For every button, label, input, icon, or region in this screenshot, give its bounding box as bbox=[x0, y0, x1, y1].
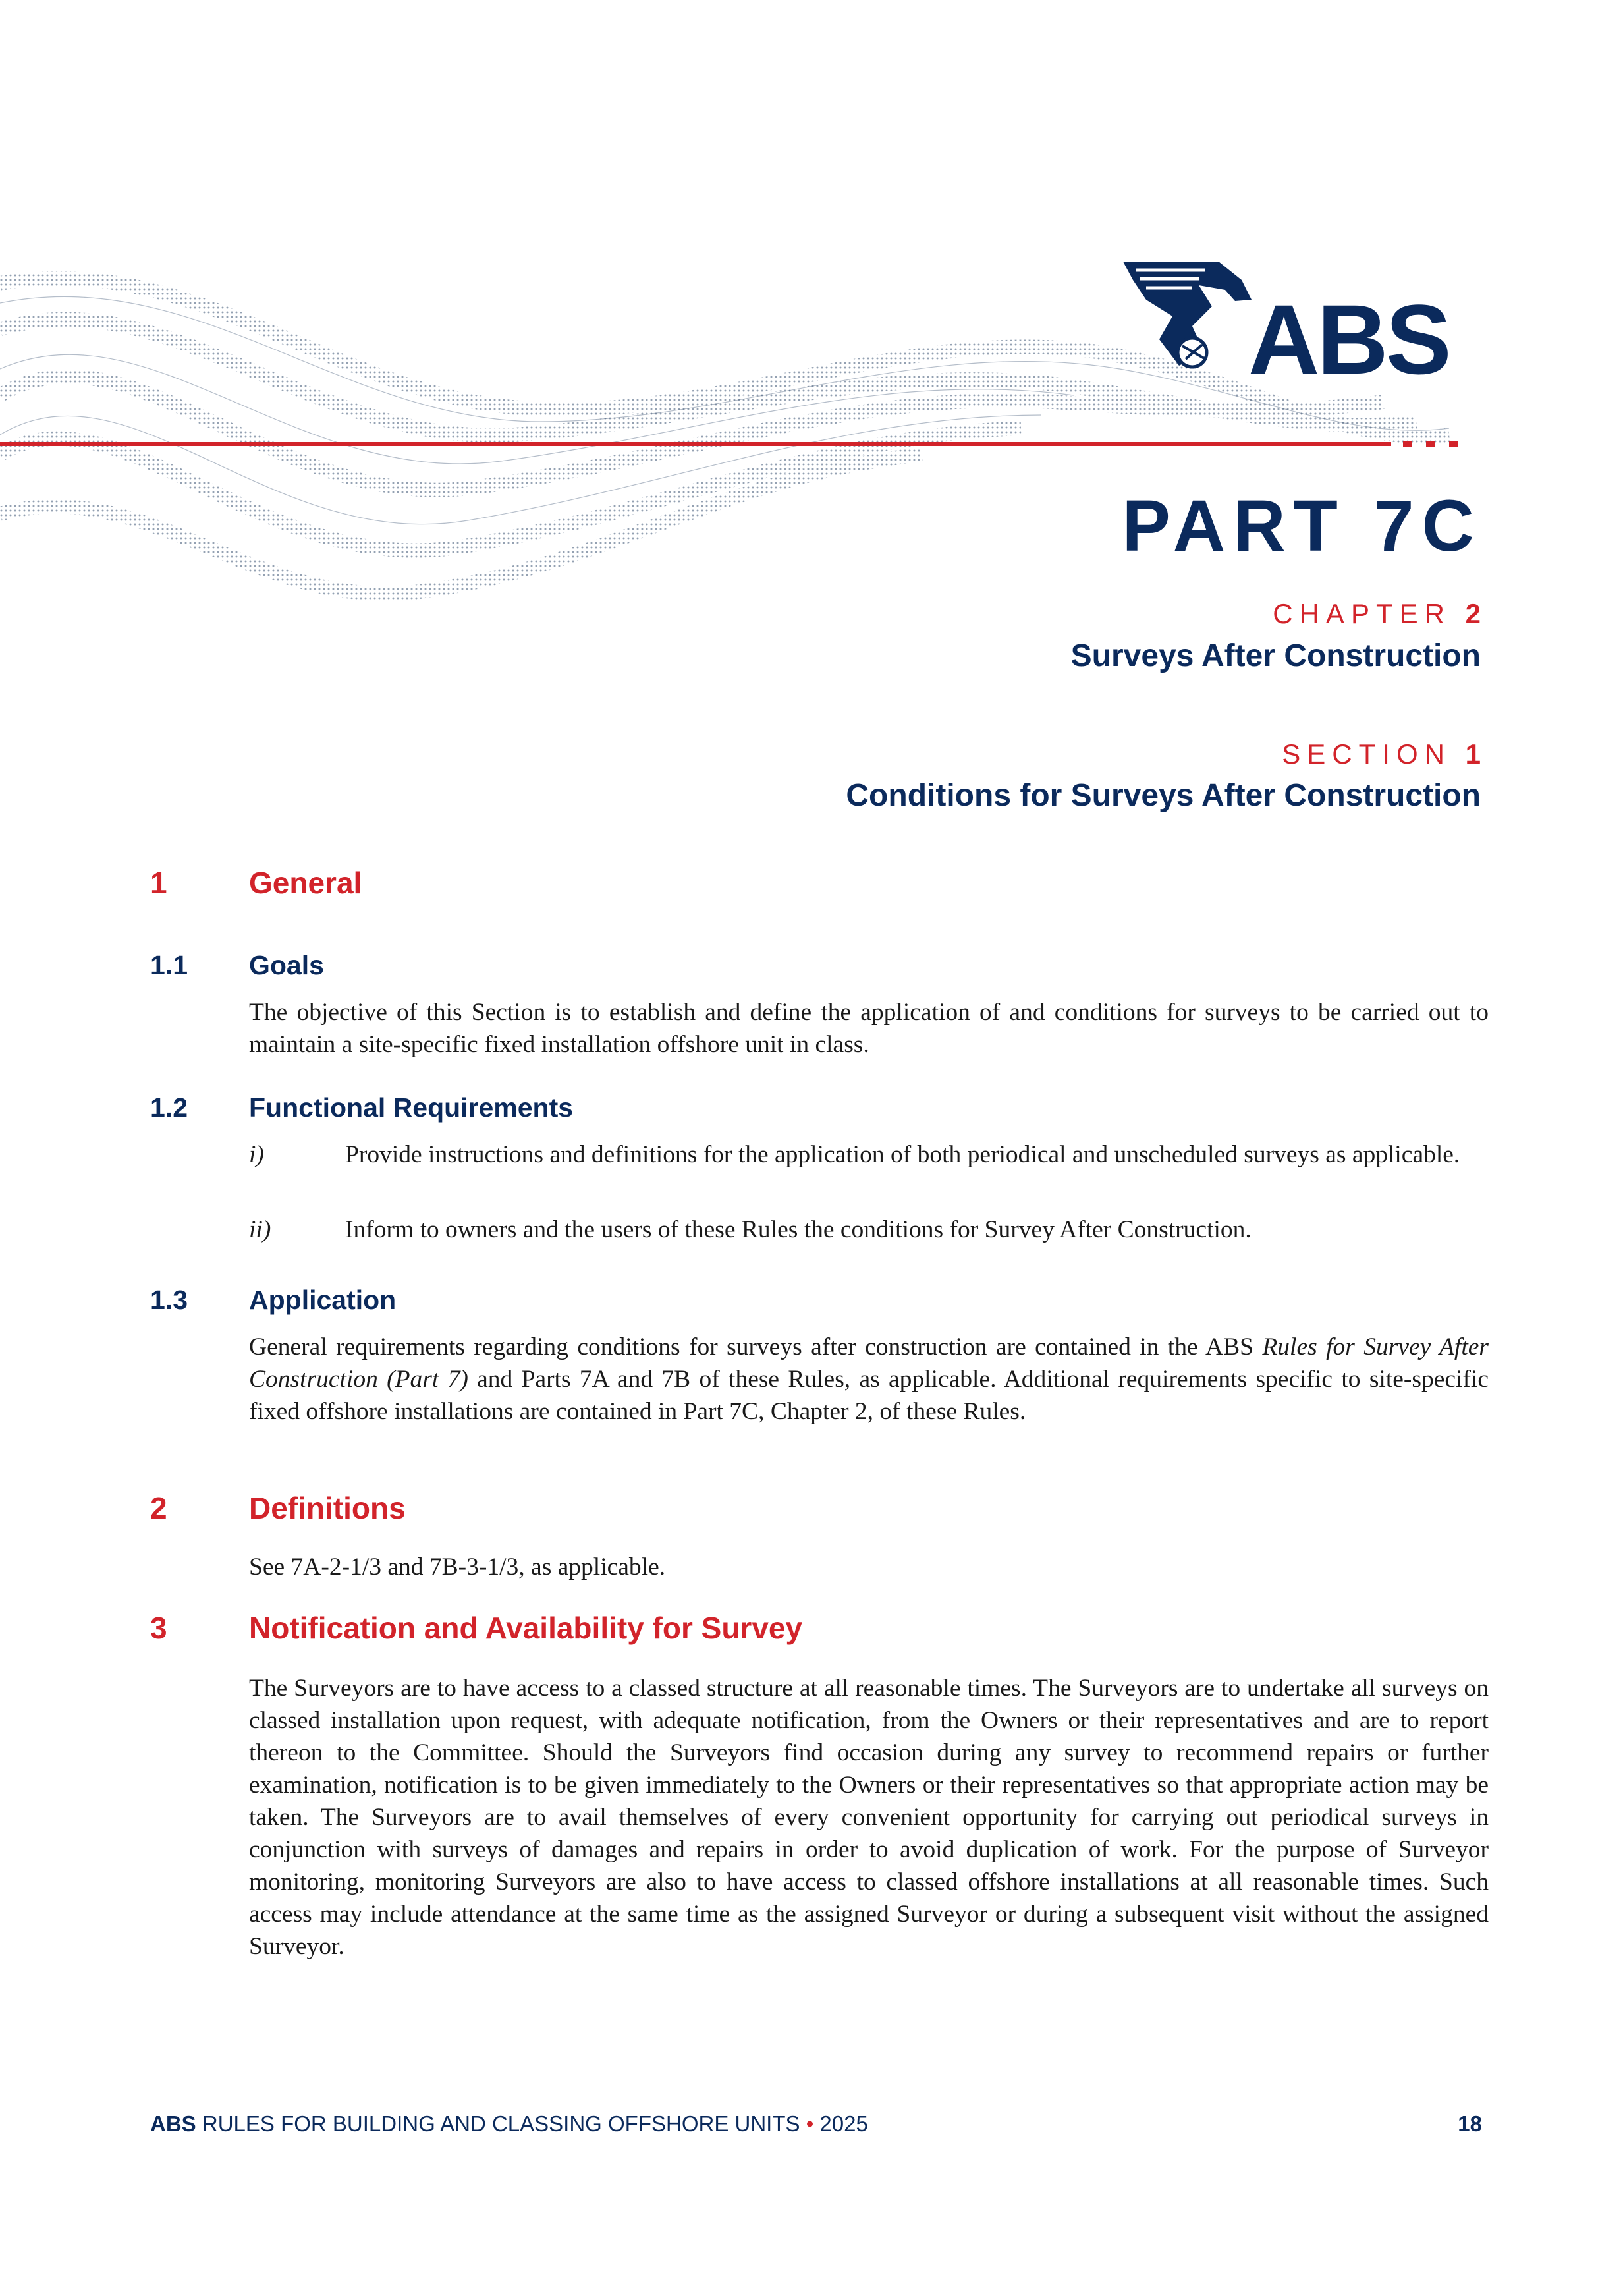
abs-logo-text: ABS bbox=[1248, 284, 1449, 395]
chapter-label: CHAPTER 2 bbox=[1273, 598, 1481, 629]
section-label: SECTION 1 bbox=[1282, 739, 1481, 770]
notification-paragraph: The Surveyors are to have access to a classed structure at all reasonable times. The Surveyors are to undertake all surveys on classed installation upon request, with adequate notification, from the Owners or their representatives and are to report thereon to the Committee. Should the Surveyors find occasion during any survey to recommend repairs or further examination, notification is to be given immediately to the Owners or their representatives so that appropriate action may be taken. The Surveyors are to avail themselves of every convenient opportunity for carrying out periodical surveys in conjunction with surveys of damages and repairs in order to avoid duplication of work. For the purpose of Surveyor monitoring, monitoring Surveyors are also to have access to classed offshore installations at all reasonable times. Such access may include attendance at the same time as the assigned Surveyor or during a subsequent visit without the assigned Surveyor. bbox=[249, 1675, 1489, 1960]
rule-dots bbox=[1403, 440, 1469, 448]
header-rule bbox=[0, 442, 1391, 446]
chapter-title: Surveys After Construction bbox=[1070, 638, 1481, 673]
rules-reference: Rules for Survey After Construction (Part 7) bbox=[249, 1333, 1489, 1393]
definitions-paragraph: See 7A-2-1/3 and 7B-3-1/3, as applicable. bbox=[249, 1554, 666, 1581]
abs-logo bbox=[1120, 254, 1475, 395]
list-item: ii) Inform to owners and the users of these Rules the conditions for Survey After Construction. bbox=[249, 1216, 1252, 1243]
goals-paragraph: The objective of this Section is to establish and define the application of and conditions for surveys to be carried out to maintain a site-specific fixed installation offshore unit in class. bbox=[249, 999, 1489, 1058]
section-title: Conditions for Surveys After Construction bbox=[846, 778, 1481, 813]
list-item: i) Provide instructions and definitions for the application of both periodical and unscheduled surveys as applicable. bbox=[249, 1141, 1460, 1168]
application-paragraph: General requirements regarding conditions for surveys after construction are contained in the ABS Rules for Survey After Construction (Part 7) and Parts 7A and 7B of these Rules, as applicable. Additional requirements specific to site-specific fixed offshore installations are contained in Part 7C, Chapter 2, of these Rules. bbox=[249, 1333, 1489, 1425]
page-footer: ABS RULES FOR BUILDING AND CLASSING OFFSHORE UNITS • 2025 bbox=[150, 2112, 868, 2136]
part-title: PART 7C bbox=[1122, 486, 1482, 567]
page-number: 18 bbox=[1458, 2112, 1482, 2136]
